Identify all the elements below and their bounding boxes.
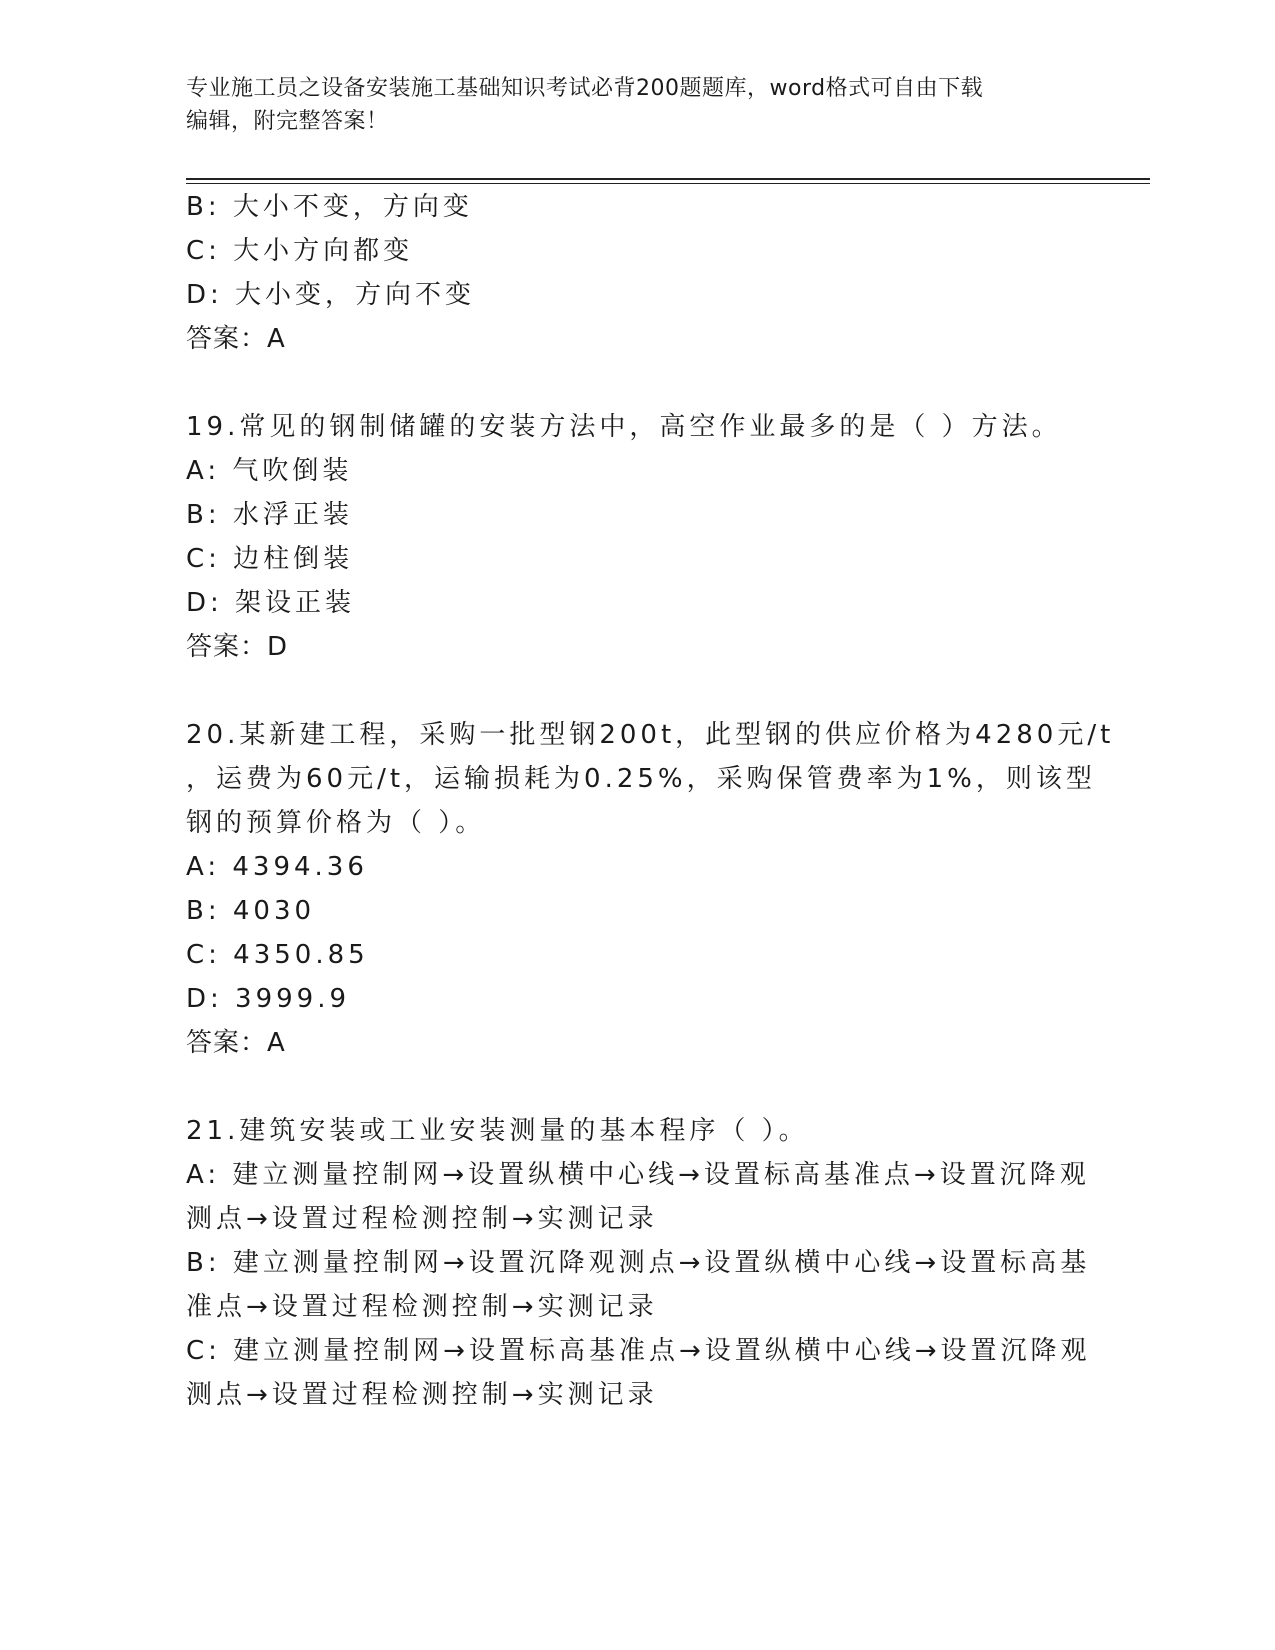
q20-option-a: A: 4394.36: [186, 852, 368, 882]
q21-option-c-line2: 测点→设置过程检测控制→实测记录: [186, 1380, 658, 1410]
q19-option-d: D: 架设正装: [186, 588, 356, 618]
q20-question-line3: 钢的预算价格为（ ）。: [186, 808, 486, 838]
q18-option-d: D: 大小变，方向不变: [186, 280, 476, 310]
q20-question-line1: 20.某新建工程，采购一批型钢200t，此型钢的供应价格为4280元/t: [186, 720, 1115, 750]
q20-answer: 答案：A: [186, 1028, 286, 1058]
q21-option-b-line2: 准点→设置过程检测控制→实测记录: [186, 1292, 658, 1322]
q19-option-c: C: 边柱倒装: [186, 544, 354, 574]
q20-question-line2: ，运费为60元/t，运输损耗为0.25%，采购保管费率为1%，则该型: [186, 764, 1096, 794]
q18-answer: 答案：A: [186, 324, 286, 354]
page-header: [186, 72, 1066, 138]
header-rule-thick: [186, 178, 1150, 180]
q19-option-b: B: 水浮正装: [186, 500, 353, 530]
q20-option-c: C: 4350.85: [186, 940, 369, 970]
q19-question: 19.常见的钢制储罐的安装方法中，高空作业最多的是（ ）方法。: [186, 412, 1062, 442]
q20-option-d: D: 3999.9: [186, 984, 351, 1014]
q18-option-b: B: 大小不变，方向变: [186, 192, 473, 222]
q21-option-c-line1: C: 建立测量控制网→设置标高基准点→设置纵横中心线→设置沉降观: [186, 1336, 1091, 1366]
q18-option-c: C: 大小方向都变: [186, 236, 414, 266]
header-title-line1: 专业施工员之设备安装施工基础知识考试必背200题题库，word格式可自由下载: [186, 76, 984, 101]
q21-option-a-line2: 测点→设置过程检测控制→实测记录: [186, 1204, 658, 1234]
q20-option-b: B: 4030: [186, 896, 316, 926]
q21-option-a-line1: A: 建立测量控制网→设置纵横中心线→设置标高基准点→设置沉降观: [186, 1160, 1090, 1190]
header-rule-thin: [186, 183, 1150, 184]
header-title-line2: 编辑，附完整答案！: [186, 109, 389, 134]
q19-answer: 答案：D: [186, 632, 289, 662]
q21-option-b-line1: B: 建立测量控制网→设置沉降观测点→设置纵横中心线→设置标高基: [186, 1248, 1091, 1278]
q21-question: 21.建筑安装或工业安装测量的基本程序（ ）。: [186, 1116, 809, 1146]
q19-option-a: A: 气吹倒装: [186, 456, 353, 486]
